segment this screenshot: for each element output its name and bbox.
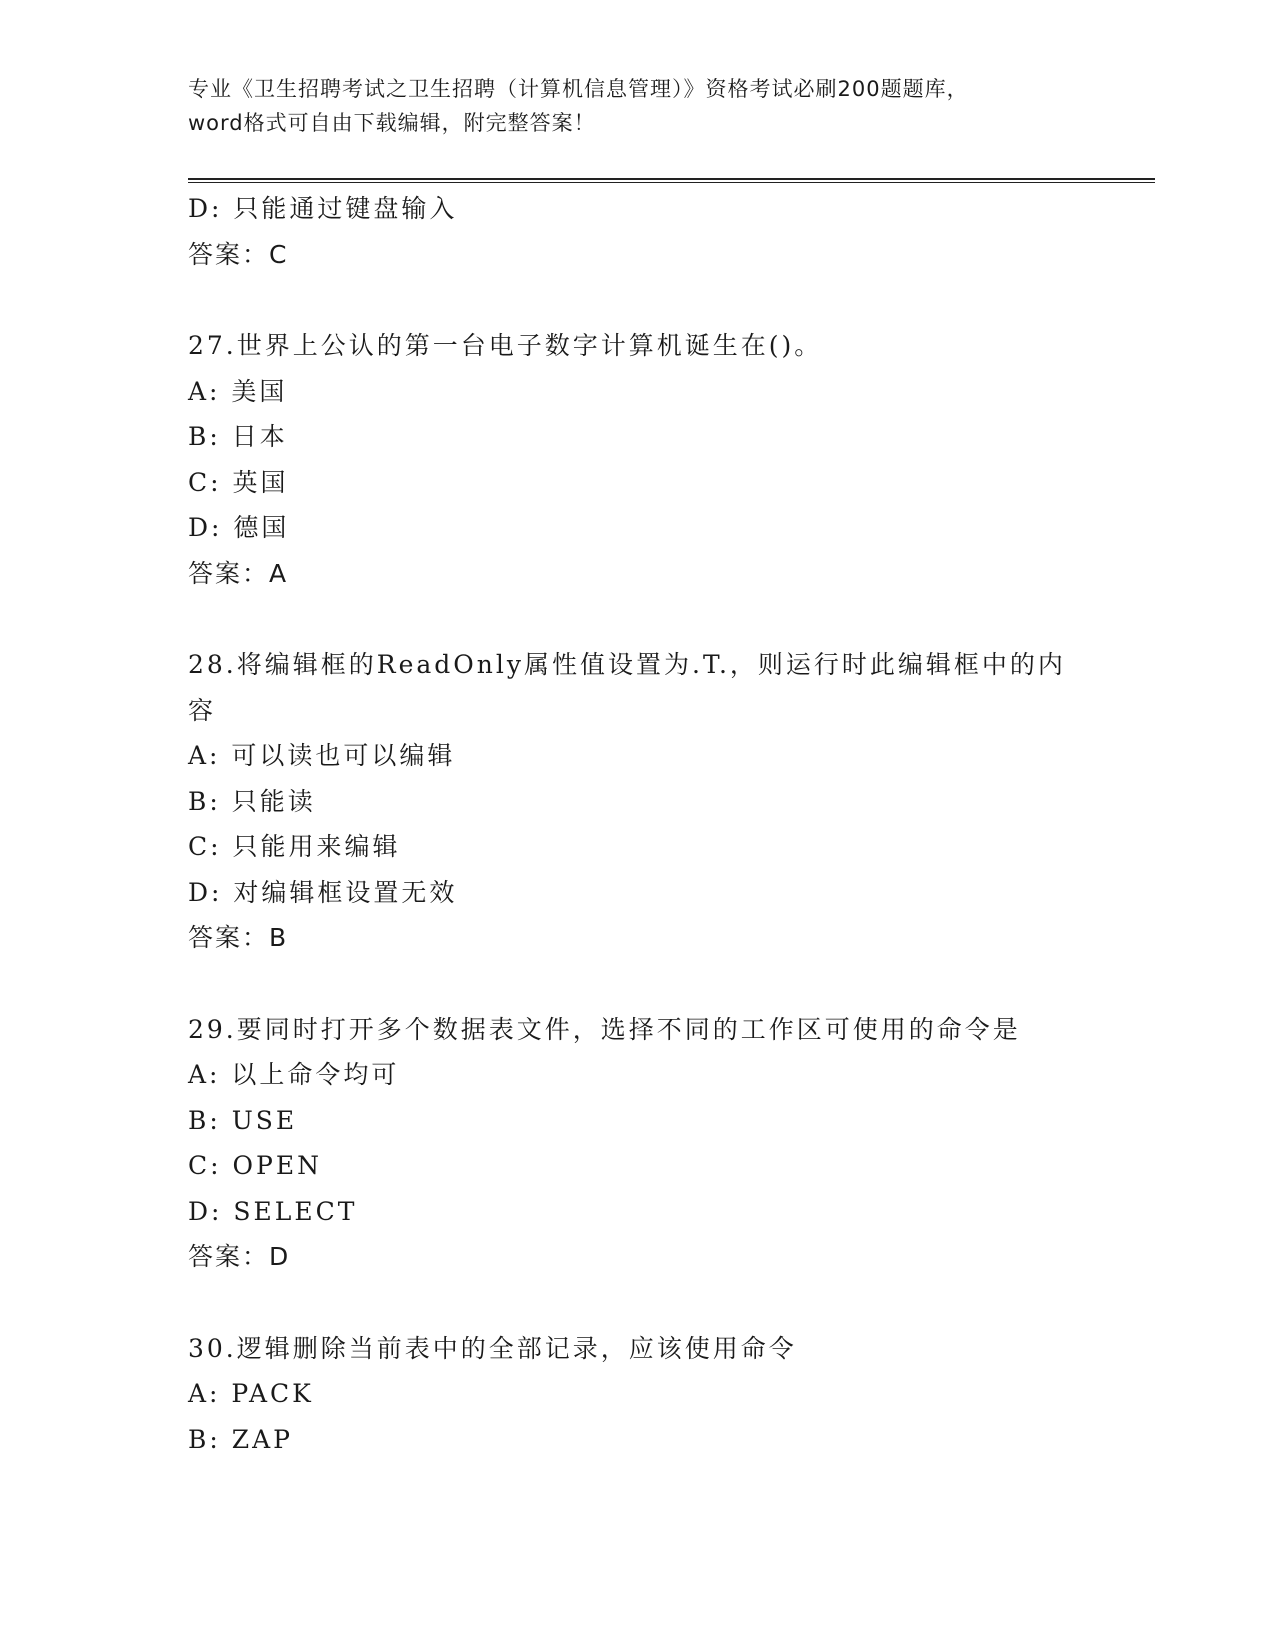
option-a: A: 美国 xyxy=(188,376,288,406)
option-b: B: 只能读 xyxy=(188,786,316,816)
question-28 xyxy=(188,642,1148,961)
option-d: D: 德国 xyxy=(188,513,290,542)
question-27 xyxy=(188,323,1148,596)
option-a: A: 可以读也可以编辑 xyxy=(188,741,456,770)
option-b: B: ZAP xyxy=(188,1424,293,1454)
header-title-line1: 专业《卫生招聘考试之卫生招聘（计算机信息管理）》资格考试必刷200题题库， xyxy=(188,77,969,101)
question-stem: 29.要同时打开多个数据表文件，选择不同的工作区可使用的命令是 xyxy=(188,1014,1021,1044)
document-header xyxy=(188,72,1088,140)
option-c: C: 只能用来编辑 xyxy=(188,832,401,861)
header-title-line2: word格式可自由下载编辑，附完整答案！ xyxy=(188,111,596,135)
option-a: A: PACK xyxy=(188,1379,314,1408)
option-a: A: 以上命令均可 xyxy=(188,1060,400,1089)
option-d: D: SELECT xyxy=(188,1196,358,1226)
option-c: C: OPEN xyxy=(188,1151,322,1180)
option-b: B: USE xyxy=(188,1105,298,1135)
answer: 答案：B xyxy=(188,923,289,952)
option-b: B: 日本 xyxy=(188,422,288,451)
question-stem: 28.将编辑框的ReadOnly属性值设置为.T.，则运行时此编辑框中的内容 xyxy=(188,650,1066,725)
question-29 xyxy=(188,1007,1148,1280)
header-divider xyxy=(188,178,1155,183)
answer: 答案：A xyxy=(188,558,289,588)
option-c: C: 英国 xyxy=(188,467,289,497)
answer: 答案：C xyxy=(188,239,289,269)
question-stem: 27.世界上公认的第一台电子数字计算机诞生在()。 xyxy=(188,331,823,360)
question-list xyxy=(188,186,1148,1462)
option-d: D: 只能通过键盘输入 xyxy=(188,194,458,223)
question-30 xyxy=(188,1326,1148,1463)
option-d: D: 对编辑框设置无效 xyxy=(188,877,458,907)
question-26-continued xyxy=(188,186,1148,277)
question-stem: 30.逻辑删除当前表中的全部记录，应该使用命令 xyxy=(188,1333,797,1363)
answer: 答案：D xyxy=(188,1242,291,1271)
